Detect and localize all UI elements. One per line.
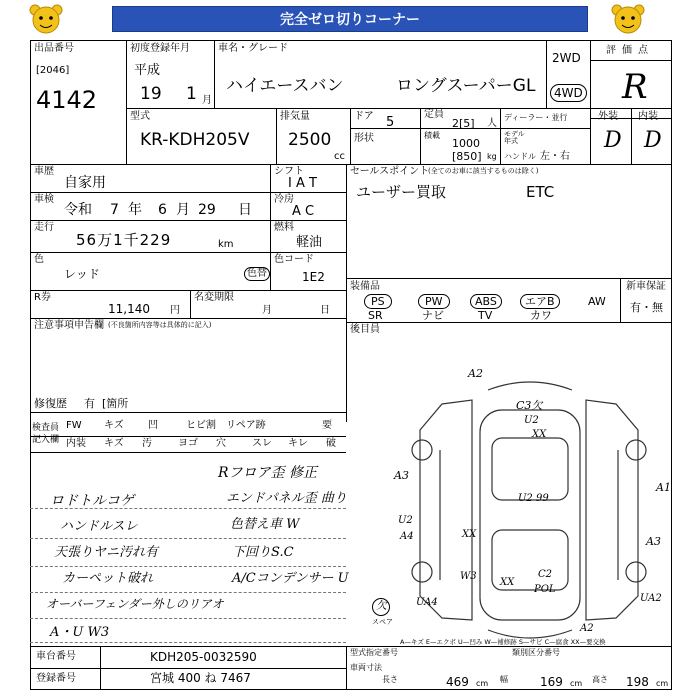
recycle-unit: 円 bbox=[170, 305, 180, 316]
first-reg-month: 1 bbox=[186, 84, 197, 104]
inspection-label: 車検 bbox=[34, 194, 54, 205]
spare-label: スペア bbox=[372, 618, 393, 626]
note-left-4: カーペット破れ bbox=[62, 571, 154, 586]
note-left-2: ハンドルスレ bbox=[60, 519, 138, 534]
plate-value: 宮城 400 ね 7467 bbox=[150, 671, 251, 685]
check-fw-4: リペア跡 bbox=[226, 420, 266, 431]
note-left-1: ロドトルコゲ bbox=[50, 493, 134, 509]
check-fw: FW bbox=[66, 420, 82, 431]
lot-number: 4142 bbox=[36, 86, 98, 114]
repair-label: 修復歴 bbox=[34, 397, 67, 410]
ac-label: 冷房 bbox=[274, 194, 294, 205]
shift-value: I A T bbox=[288, 176, 317, 191]
check-fw-2: 凹 bbox=[148, 420, 158, 431]
lot-sub: [2046] bbox=[36, 65, 70, 76]
repair-bracket: [箇所 bbox=[102, 397, 129, 410]
score-label: 評価点 bbox=[606, 45, 654, 56]
model-grade: ロングスーパーGL bbox=[396, 76, 536, 96]
handle-value: 左・右 bbox=[540, 151, 570, 162]
ac-value: A C bbox=[292, 204, 315, 219]
color-value: レッド bbox=[64, 267, 100, 281]
repair-value: 有 bbox=[84, 397, 95, 410]
cap-value: 2[5] bbox=[452, 117, 475, 130]
type-value: KR-KDH205V bbox=[140, 130, 250, 150]
check-label-1: 検査員 bbox=[32, 423, 60, 433]
cert-label-2: 類別区分番号 bbox=[512, 648, 560, 657]
check-int-3: ヨゴ bbox=[178, 438, 198, 449]
plate-label: 登録番号 bbox=[36, 673, 76, 684]
check-int-1: キズ bbox=[104, 438, 124, 449]
mileage-value: 56万1千229 bbox=[76, 231, 172, 249]
usage-value: 自家用 bbox=[64, 175, 106, 191]
inspection-d: 日 bbox=[238, 202, 252, 218]
banner-title: 完全ゼロ切りコーナー bbox=[112, 6, 588, 32]
note-left-6: A・U W3 bbox=[50, 625, 110, 640]
fuel-value: 軽油 bbox=[296, 235, 323, 250]
color-label: 色 bbox=[34, 254, 44, 265]
doors-value: 5 bbox=[386, 115, 395, 130]
inspection-year: 7 bbox=[110, 202, 119, 218]
drive-4wd: 4WD bbox=[550, 84, 587, 102]
bear-mascot-right-icon bbox=[608, 2, 648, 38]
dmg-u2-top: U2 bbox=[524, 415, 539, 426]
sales-label: セールスポイント bbox=[350, 166, 430, 177]
int-label: 内装 bbox=[638, 111, 658, 122]
note-floor: Rフロア歪 修正 bbox=[218, 465, 317, 481]
equip-sr: SR bbox=[368, 309, 383, 322]
dmg-u2-99: U2 99 bbox=[518, 493, 549, 504]
weight-value: [850] bbox=[452, 150, 482, 163]
note-mid-1: 下回りS.C bbox=[232, 545, 294, 560]
tax-label: 名変期限 bbox=[194, 292, 234, 303]
dmg-ua2: UA2 bbox=[640, 593, 662, 604]
check-int: 内装 bbox=[66, 438, 86, 449]
rear-seat-label: 後目員 bbox=[350, 324, 380, 335]
load-label: 積載 bbox=[424, 131, 440, 140]
warranty-label: 新車保証 bbox=[626, 281, 666, 292]
model-label: 車名・グレード bbox=[218, 43, 288, 54]
note-end-panel: エンドパネル歪 曲り bbox=[226, 491, 347, 506]
equip-aw: AW bbox=[588, 295, 606, 308]
equip-navi: ナビ bbox=[422, 309, 444, 322]
first-reg-label: 初度登録年月 bbox=[130, 43, 190, 54]
equip-abs: ABS bbox=[470, 294, 502, 309]
dmg-a4-left: A4 bbox=[400, 531, 414, 542]
check-int-4: 穴 bbox=[216, 438, 226, 449]
check-int-6: キレ bbox=[288, 438, 308, 449]
dmg-pol: POL bbox=[534, 584, 556, 595]
color-code-label: 色コード bbox=[274, 254, 314, 265]
chassis-value: KDH205-0032590 bbox=[150, 650, 257, 664]
cert-label-3: 車両寸法 bbox=[350, 663, 382, 672]
model-name: ハイエースバン bbox=[226, 76, 344, 96]
mileage-label: 走行 bbox=[34, 222, 54, 233]
dmg-a2-rear: A2 bbox=[580, 623, 594, 634]
note-left-3: 天張りヤニ汚れ有 bbox=[54, 545, 159, 560]
dmg-a1-right: A1 bbox=[656, 481, 671, 494]
ext-label: 外装 bbox=[598, 111, 618, 122]
warranty-value: 有・無 bbox=[630, 301, 663, 314]
equip-leather: カワ bbox=[530, 309, 552, 322]
disp-label: 排気量 bbox=[280, 111, 310, 122]
height-label: 高さ bbox=[592, 675, 608, 684]
check-int-2: 汚 bbox=[142, 438, 152, 449]
dmg-xx-top: XX bbox=[532, 429, 547, 440]
mileage-unit: km bbox=[218, 239, 234, 250]
check-int-5: スレ bbox=[252, 438, 272, 449]
inspection-day: 29 bbox=[198, 202, 216, 218]
equip-ps: PS bbox=[364, 294, 392, 309]
check-fw-5: 要 bbox=[322, 420, 332, 431]
notes-label: 注意事項申告欄 bbox=[34, 320, 104, 331]
dealer-label: ディーラー・並行 bbox=[504, 113, 568, 122]
dmg-a3-left: A3 bbox=[394, 469, 409, 482]
dmg-a2-top: A2 bbox=[468, 367, 483, 380]
equip-airbag: エアB bbox=[520, 294, 560, 309]
score-value: R bbox=[622, 67, 648, 107]
drive-2wd: 2WD bbox=[552, 51, 581, 65]
equip-tv: TV bbox=[478, 309, 493, 322]
shift-label: シフト bbox=[274, 166, 304, 177]
sales-sub: (全てのお車に該当するものは除く) bbox=[428, 167, 539, 175]
doors-label: ドア bbox=[354, 111, 374, 122]
check-fw-1: キズ bbox=[104, 420, 124, 431]
disp-value: 2500 bbox=[288, 130, 332, 150]
tax-month: 月 bbox=[262, 305, 272, 316]
damage-legend: A—キズ E—エクボ U—凹み W—補修跡 S—サビ C—腐食 XX—要交換 bbox=[400, 638, 606, 646]
inspection-era: 令和 bbox=[64, 202, 92, 218]
dmg-a3-right: A3 bbox=[646, 535, 661, 548]
type-label: 型式 bbox=[130, 111, 150, 122]
dmg-xx-left: XX bbox=[462, 529, 477, 540]
note-mid-2: A/Cコンデンサー U bbox=[232, 571, 349, 586]
int-score: D bbox=[644, 128, 662, 153]
check-label-2: 記入欄 bbox=[32, 435, 60, 445]
fuel-label: 燃料 bbox=[274, 222, 294, 233]
cap-label: 定員 bbox=[424, 109, 444, 120]
sales-value: ユーザー買取 bbox=[356, 183, 447, 201]
weight-unit: kg bbox=[487, 152, 497, 161]
disp-unit: cc bbox=[334, 151, 345, 162]
equip-pw: PW bbox=[418, 294, 450, 309]
length-label: 長さ bbox=[382, 675, 398, 684]
first-reg-unit: 月 bbox=[202, 95, 212, 106]
height-unit: cm bbox=[656, 679, 669, 688]
load-value: 1000 bbox=[452, 137, 480, 150]
model-year-label: モデル 年式 bbox=[504, 130, 525, 145]
ext-score: D bbox=[604, 128, 622, 153]
length-value: 469 bbox=[446, 675, 469, 689]
dmg-c3: C3欠 bbox=[516, 399, 543, 412]
inspection-month: 6 bbox=[158, 202, 167, 218]
width-unit: cm bbox=[570, 679, 583, 688]
note-left-5: オーバーフェンダー外しのリアオ bbox=[46, 597, 224, 611]
dmg-u2-left: U2 bbox=[398, 515, 413, 526]
inspection-y: 年 bbox=[128, 202, 142, 218]
first-reg-era: 平成 bbox=[134, 63, 161, 78]
cert-label-1: 型式指定番号 bbox=[350, 648, 398, 657]
height-value: 198 bbox=[626, 675, 649, 689]
note-color-change: 色替え車 W bbox=[230, 517, 300, 532]
chassis-label: 車台番号 bbox=[36, 651, 76, 662]
recycle-label: R券 bbox=[34, 292, 51, 303]
equip-label: 装備品 bbox=[350, 281, 380, 292]
notes-sub: (不良箇所内容等は具体的に記入) bbox=[108, 321, 212, 329]
sales-etc: ETC bbox=[526, 183, 555, 201]
lot-label: 出品番号 bbox=[34, 43, 74, 54]
handle-label: ハンドル bbox=[504, 152, 536, 161]
dmg-w3: W3 bbox=[460, 571, 477, 582]
length-unit: cm bbox=[476, 679, 489, 688]
shape-label: 形状 bbox=[354, 133, 374, 144]
width-value: 169 bbox=[540, 675, 563, 689]
dmg-c2: C2 bbox=[538, 569, 553, 580]
color-change-badge: 色替 bbox=[244, 267, 270, 281]
dmg-xx-rear: XX bbox=[500, 577, 515, 588]
spare-mark: 欠 bbox=[376, 599, 387, 612]
dmg-ua4: UA4 bbox=[416, 597, 438, 608]
usage-label: 車歴 bbox=[34, 166, 54, 177]
bear-mascot-left-icon bbox=[26, 2, 66, 38]
inspection-m: 月 bbox=[176, 202, 190, 218]
cap-unit: 人 bbox=[487, 118, 497, 129]
tax-day: 日 bbox=[320, 305, 330, 316]
check-int-7: 破 bbox=[326, 438, 336, 449]
width-label: 幅 bbox=[500, 675, 508, 684]
recycle-value: 11,140 bbox=[108, 302, 150, 316]
check-fw-3: ヒビ割 bbox=[186, 420, 216, 431]
first-reg-year: 19 bbox=[140, 84, 162, 104]
color-code-value: 1E2 bbox=[302, 270, 325, 284]
